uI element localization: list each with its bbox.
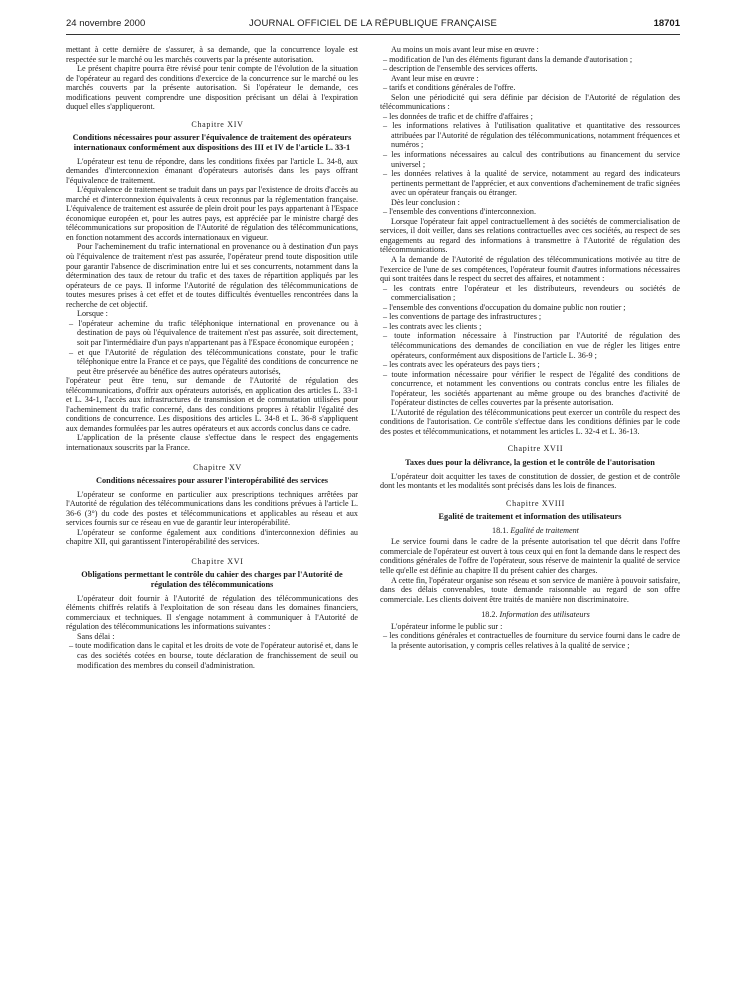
paragraph: L'application de la présente clause s'effectue dans le respect des engagements internationaux souscrits par la France. (66, 433, 358, 452)
dash-item: – les données de trafic et de chiffre d'affaires ; (383, 111, 533, 121)
header-date: 24 novembre 2000 (66, 18, 146, 29)
chapter-title: Conditions nécessaires pour assurer l'équivalence de traitement des opérateurs internationaux conformément aux dispositions des III et IV de l'article L. 33-1 (72, 133, 352, 152)
paragraph: Le présent chapitre pourra être révisé pour tenir compte de l'évolution de la situation de l'opérateur au regard des conditions d'exercice de la concurrence sur le marché ou les marchés couverts par la présente autorisation. Si l'opérateur le demande, ces modifications peuvent comprendre une disposition précisant un délai à l'expiration duquel elles s'appliqueront. (66, 64, 358, 112)
chapter-heading: Chapitre XVII (507, 444, 564, 454)
page-header (66, 18, 680, 32)
paragraph: A cette fin, l'opérateur organise son réseau et son service de manière à pouvoir satisfaire, dans des délais convenables, toute demande raisonnable au regard de son offre commerciale. Les clients doivent être traités de manière non discriminatoire. (380, 575, 680, 604)
header-rule (66, 34, 680, 35)
paragraph: L'opérateur doit fournir à l'Autorité de régulation des télécommunications des éléments chiffrés relatifs à l'exploitation de son réseau dans les domaines financiers, commerciaux et techniques. Il s'engage notamment à communiquer à l'Autorité de régulation des télécommunications les informations suivantes : (66, 593, 358, 632)
section-title: Information des utilisateurs (499, 610, 590, 620)
header-journal-title: JOURNAL OFFICIEL DE LA RÉPUBLIQUE FRANÇAISE (248, 18, 498, 29)
paragraph: L'équivalence de traitement se traduit dans un pays par l'existence de droits d'accès au marché et d'interconnexion équivalents à ceux reconnus par la réglementation française. L'équivalence de traitement est assurée de plein droit pour les pays appartenant à l'Espace économique européen et, pour les autres pays, est appréciée par le ministre chargé des télécommunications sur proposition de l'Autorité de régulation des télécommunications, en fonction notamment des accords internationaux en vigueur. (66, 185, 358, 242)
dash-item: – l'ensemble des conventions d'occupation du domaine public non routier ; (383, 302, 626, 312)
dash-item: – toute information nécessaire à l'instruction par l'Autorité de régulation des télécommunications des demandes de conciliation en vue de régler les litiges entre opérateurs, conformément aux dispositions de l'article L. 36-9 ; (383, 331, 680, 360)
header-page-number: 18701 (653, 18, 680, 29)
dash-item: – toute information nécessaire pour vérifier le respect de l'égalité des conditions de concurrence, et notamment les conventions ou contrats conclus entre les filiales de l'opérateur, les sociétés appartenant au même groupe ou des branches d'activité de l'opérateur distinctes de celles couvertes par la présente autorisation. (383, 369, 680, 408)
section-heading (380, 526, 680, 536)
dash-item: – les informations nécessaires au calcul des contributions au financement du service universel ; (383, 150, 680, 169)
dash-item: – les contrats avec les clients ; (383, 321, 482, 331)
dash-item: – les informations relatives à l'utilisation qualitative et quantitative des ressources attribuées par l'Autorité de régulation des télécommunications, notamment fréquences et numéros ; (383, 121, 680, 150)
paragraph: l'opérateur peut être tenu, sur demande de l'Autorité de régulation des télécommunications, d'offrir aux opérateurs autorisés, en application des articles L. 33-1 et L. 34-1, l'accès aux infrastructures de transmission et de commutation utilisées pour l'acheminement du trafic concerné, dans des conditions propres à rétablir l'égalité des conditions de concurrence. Les dispositions des articles L. 34-8 et L. 36-8 s'appliquent aux demandes formulées par les autres opérateurs et aux accords conclus dans ce cadre. (66, 376, 358, 433)
paragraph: L'opérateur doit acquitter les taxes de constitution de dossier, de gestion et de contrôle dont les montants et les modalités sont précisés dans les lois de finances. (380, 471, 680, 491)
paragraph: L'opérateur se conforme également aux conditions d'interconnexion définies au chapitre XII, qui garantissent l'interopérabilité des services. (66, 527, 358, 547)
paragraph: Lorsque l'opérateur fait appel contractuellement à des sociétés de commercialisation de services, il doit veiller, dans ses relations contractuelles avec ces sociétés, au respect de ses engagements au regard des informations à transmettre à l'Autorité de régulation des télécommunications. (380, 216, 680, 255)
paragraph: Sans délai : (77, 631, 115, 641)
dash-item: – tarifs et conditions générales de l'offre. (383, 83, 516, 93)
dash-item: – les contrats entre l'opérateur et les distributeurs, revendeurs ou sociétés de commercialisation ; (383, 283, 680, 303)
chapter-heading: Chapitre XV (193, 462, 242, 472)
section-number: 18.2. (481, 610, 498, 620)
dash-item: – et que l'Autorité de régulation des télécommunications constate, pour le trafic téléphonique entre la France et ce pays, que l'égalité des conditions de concurrence ne peut être préservée au bénéfice des autres opérateurs autorisés, (69, 347, 358, 376)
paragraph: Dès leur conclusion : (391, 197, 460, 207)
chapter-heading: Chapitre XVIII (506, 498, 565, 508)
section-heading (380, 610, 680, 620)
paragraph: Selon une périodicité qui sera définie par décision de l'Autorité de régulation des télécommunications : (380, 92, 680, 112)
chapter-title: Obligations permettant le contrôle du cahier des charges par l'Autorité de régulation des télécommunications (81, 570, 343, 590)
paragraph: L'opérateur informe le public sur : (391, 621, 503, 631)
paragraph: A la demande de l'Autorité de régulation des télécommunications motivée au titre de l'exercice de l'une de ses compétences, l'opérateur fournit d'autres informations nécessaires qui sont traitées dans le respect du secret des affaires, et notamment : (380, 255, 680, 284)
chapter-title: Egalité de traitement et information des utilisateurs (438, 512, 622, 522)
paragraph: Lorsque : (77, 309, 108, 319)
paragraph: L'opérateur se conforme en particulier aux prescriptions techniques arrêtées par l'Autorité de régulation des télécommunications dans les conditions prévues à l'article L. 36-6 (3°) du code des postes et télécommunications et applicables au réseau et aux services fournis sur ce réseau en vue de garantir leur interopérabilité. (66, 489, 358, 528)
paragraph: Pour l'acheminement du trafic international en provenance ou à destination d'un pays où l'équivalence de traitement n'est pas assurée, l'opérateur prend toute disposition utile pour garantir l'absence de discrimination entre lui et ses concurrents, notamment dans la détermination des taux de retour du trafic et des taxes de répartition appliqués par les opérateurs de ce pays. Il informe l'Autorité de régulation des télécommunications de toutes mesures prises à cet effet et de toutes difficultés éventuelles rencontrées dans la recherche de cet objectif. (66, 242, 358, 309)
paragraph: Le service fourni dans le cadre de la présente autorisation tel que décrit dans l'offre commerciale de l'opérateur est ouvert à tous ceux qui en font la demande dans le respect des conditions générales de l'offre de l'opérateur, sous réserve de maintenir la qualité de service telle qu'elle est définie au chapitre II du présent cahier des charges. (380, 537, 680, 575)
dash-item: – description de l'ensemble des services offerts. (383, 64, 538, 74)
left-column (66, 45, 358, 670)
dash-item: – l'ensemble des conventions d'interconnexion. (383, 207, 536, 217)
dash-item: – toute modification dans le capital et les droits de vote de l'opérateur autorisé et, dans le cas des sociétés cotées en bourse, toute déclaration de franchissement de seuil ou modification des membres du conseil d'administration. (69, 641, 358, 670)
paragraph: Avant leur mise en œuvre : (391, 73, 479, 83)
paragraph: L'opérateur est tenu de répondre, dans les conditions fixées par l'article L. 34-8, aux demandes d'interconnexion émanant d'opérateurs autorisés dans les pays offrant l'équivalence de traitement. (66, 156, 358, 185)
dash-item: – les conditions générales et contractuelles de fourniture du service fourni dans le cadre de la présente autorisation, y compris celles relatives à la qualité de service ; (383, 631, 680, 650)
section-number: 18.1. (492, 525, 509, 535)
chapter-heading: Chapitre XVI (191, 556, 244, 566)
dash-item: – les conventions de partage des infrastructures ; (383, 312, 542, 322)
paragraph: Au moins un mois avant leur mise en œuvre : (391, 45, 539, 54)
dash-item: – les contrats avec les opérateurs des pays tiers ; (383, 360, 540, 370)
section-title: Egalité de traitement (510, 525, 579, 535)
chapter-title: Conditions nécessaires pour assurer l'interopérabilité des services (95, 476, 328, 486)
chapter-title: Taxes dues pour la délivrance, la gestion et le contrôle de l'autorisation (405, 457, 655, 467)
paragraph: L'Autorité de régulation des télécommunications peut exercer un contrôle du respect des conditions de l'autorisation. Ce contrôle s'effectue dans les conditions définies par le code des postes et télécommunications, et notamment les articles L. 32-4 et L. 36-13. (380, 407, 680, 436)
dash-item: – l'opérateur achemine du trafic téléphonique international en provenance ou à destination de pays où l'équivalence de traitement n'est pas assurée, soit directement, soit par l'intermédiaire d'un pays n'appartenant pas à l'Espace économique européen ; (69, 318, 358, 347)
dash-item: – les données relatives à la qualité de service, notamment au regard des indicateurs pertinents permettant de l'apprécier, et aux conventions d'acheminement de trafic signées avec un opérateur français ou étranger. (383, 169, 680, 198)
chapter-heading: Chapitre XIV (191, 119, 244, 129)
paragraph: mettant à cette dernière de s'assurer, à sa demande, que la concurrence loyale est respectée sur le marché ou les marchés couverts par la présente autorisation. (66, 45, 358, 64)
dash-item: – modification de l'un des éléments figurant dans la demande d'autorisation ; (383, 54, 633, 64)
right-column (380, 45, 680, 650)
